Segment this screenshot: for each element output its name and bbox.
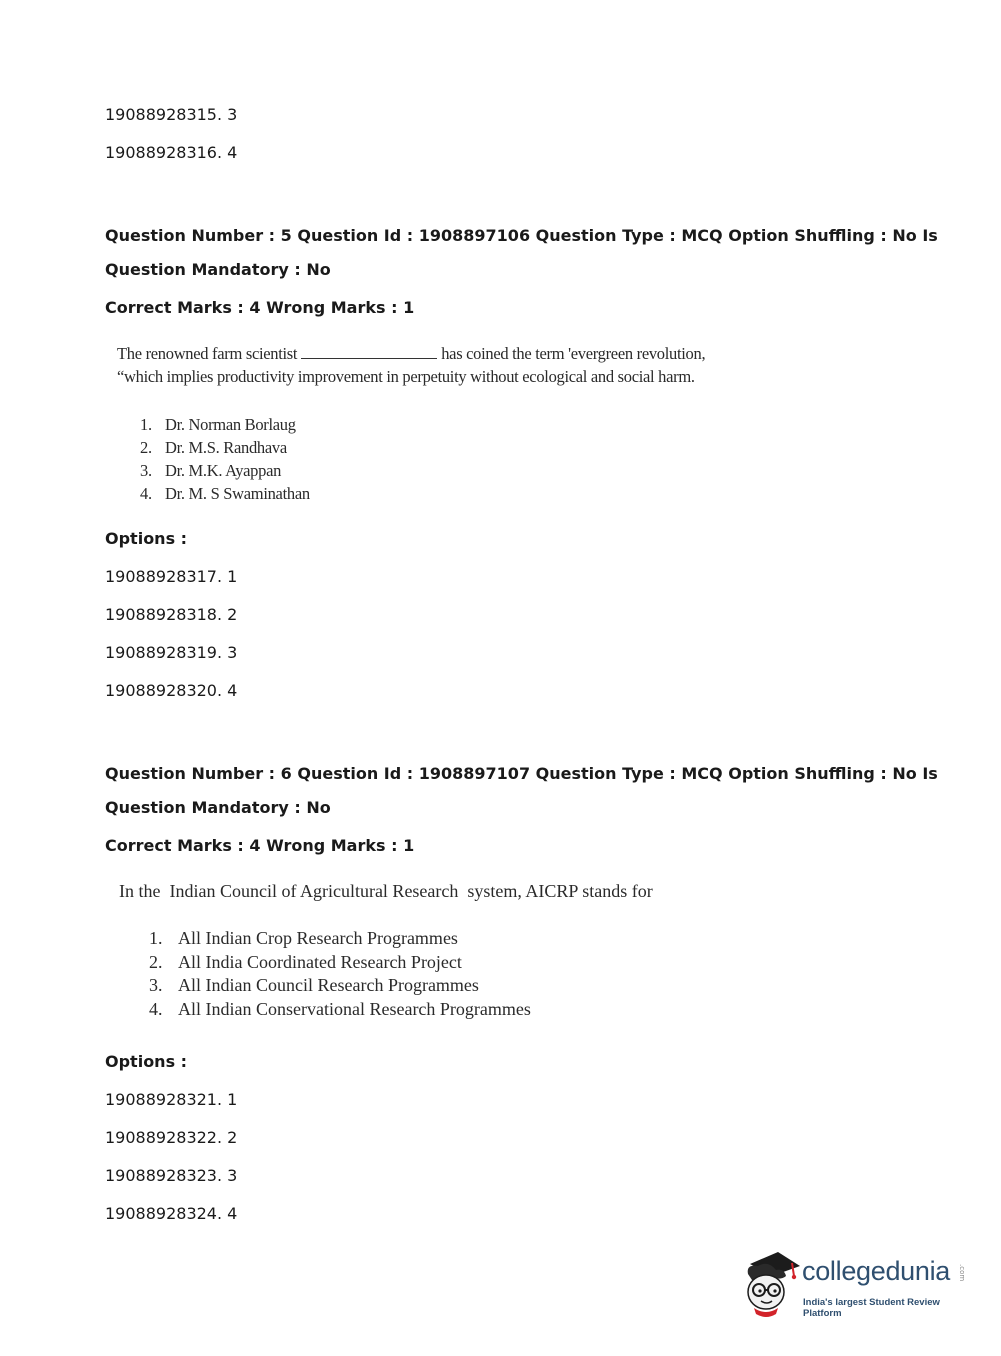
option-line: 19088928315. 3 — [105, 105, 238, 124]
q5-stem-after: has coined the term 'evergreen revolution, — [441, 344, 706, 363]
q5-choice-text: Dr. Norman Borlaug — [165, 415, 296, 434]
q5-stem-line2: “which implies productivity improvement in perpetuity without ecological and social harm. — [117, 367, 695, 386]
q6-choice-num: 2. — [149, 951, 163, 972]
q5-choice-num: 3. — [140, 461, 152, 480]
q6-options-label: Options : — [105, 1052, 188, 1071]
q6-choice-list — [149, 927, 531, 1021]
q6-choice-text: All India Coordinated Research Project — [178, 951, 462, 972]
option-line: 19088928317. 1 — [105, 567, 238, 586]
q6-choice-text: All Indian Conservational Research Programmes — [178, 998, 531, 1019]
option-line: 19088928324. 4 — [105, 1204, 238, 1223]
q5-choice-text: Dr. M.K. Ayappan — [165, 461, 282, 480]
option-line: 19088928318. 2 — [105, 605, 238, 624]
q6-choice — [149, 974, 531, 998]
student-mascot-icon — [742, 1250, 802, 1320]
q6-header: Question Number : 6 Question Id : 1908897107 Question Type : MCQ Option Shuffling : No Is — [105, 764, 938, 783]
q5-header: Question Number : 5 Question Id : 1908897106 Question Type : MCQ Option Shuffling : No Is — [105, 226, 938, 245]
q6-choice-num: 3. — [149, 975, 163, 995]
q5-choice — [140, 459, 310, 482]
q5-mandatory: Question Mandatory : No — [105, 260, 331, 279]
q6-marks: Correct Marks : 4 Wrong Marks : 1 — [105, 836, 415, 855]
q5-choice-num: 4. — [140, 484, 152, 503]
option-line: 19088928322. 2 — [105, 1128, 238, 1147]
q6-choice-text: All Indian Crop Research Programmes — [178, 928, 458, 948]
q5-choice — [140, 482, 310, 505]
q6-choice — [149, 951, 531, 975]
q6-mandatory: Question Mandatory : No — [105, 798, 331, 817]
option-line: 19088928323. 3 — [105, 1166, 238, 1185]
q6-stem: In the Indian Council of Agricultural Research system, AICRP stands for — [119, 881, 653, 901]
option-line: 19088928319. 3 — [105, 643, 238, 662]
q5-choice — [140, 436, 310, 459]
logo-dotcom: .com — [958, 1264, 966, 1282]
q6-choice-num: 1. — [149, 928, 163, 948]
q5-choice-text: Dr. M.S. Randhava — [165, 438, 287, 457]
q5-choice-text: Dr. M. S Swaminathan — [165, 484, 310, 503]
logo-wordmark: collegedunia — [802, 1256, 951, 1286]
q5-blank — [301, 346, 437, 359]
option-line: 19088928320. 4 — [105, 681, 238, 700]
q6-choice-text: All Indian Council Research Programmes — [178, 975, 479, 995]
q5-options-label: Options : — [105, 529, 188, 548]
q5-marks: Correct Marks : 4 Wrong Marks : 1 — [105, 298, 415, 317]
q6-choice — [149, 998, 531, 1022]
q5-choice-num: 2. — [140, 438, 152, 457]
q5-choice-list — [140, 413, 310, 505]
q5-choice — [140, 413, 310, 436]
collegedunia-logo[interactable] — [742, 1250, 972, 1320]
q5-stem-before: The renowned farm scientist — [117, 344, 298, 363]
q6-choice — [149, 927, 531, 951]
logo-tagline: India's largest Student Review Platform — [803, 1297, 940, 1319]
q5-choice-num: 1. — [140, 415, 152, 434]
option-line: 19088928316. 4 — [105, 143, 238, 162]
q5-stem-line1 — [117, 344, 705, 364]
q6-choice-num: 4. — [149, 998, 163, 1019]
option-line: 19088928321. 1 — [105, 1090, 238, 1109]
